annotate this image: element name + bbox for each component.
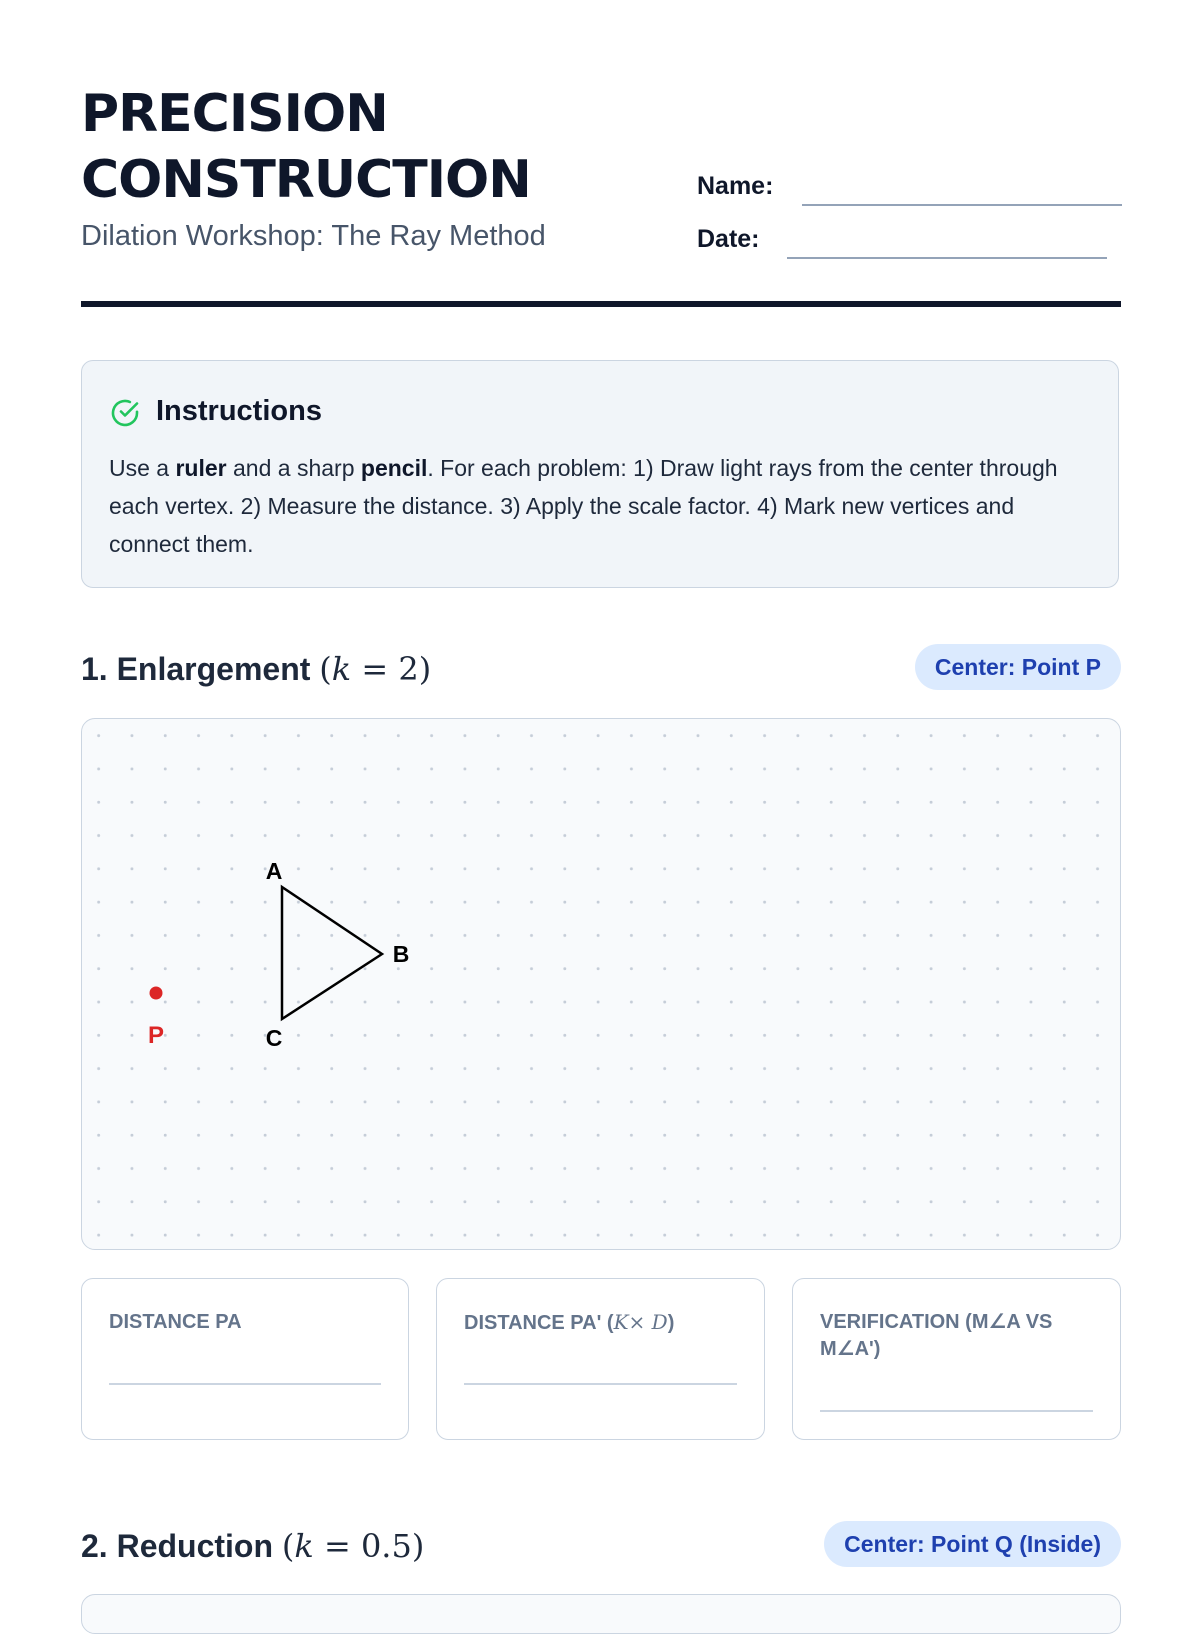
instructions-ruler: ruler	[175, 455, 227, 481]
triangle-diagram	[82, 719, 1121, 1250]
page-title-line-1: PRECISION	[81, 84, 388, 144]
instructions-title: Instructions	[156, 395, 322, 427]
card-label-distance-pa: DISTANCE PA	[109, 1311, 242, 1333]
label-c: C	[265, 1025, 283, 1051]
instructions-box	[81, 360, 1119, 588]
card-distance-pa-prime	[436, 1278, 765, 1440]
problem-2-title: 2. Reduction (k = 0.5)	[81, 1527, 425, 1565]
label-p: P	[147, 1022, 165, 1049]
distance-pa-prime-answer-line[interactable]	[464, 1383, 737, 1385]
dot-grid-workspace-2[interactable]	[81, 1594, 1121, 1634]
date-label: Date:	[697, 225, 760, 253]
verification-answer-line[interactable]	[820, 1410, 1093, 1412]
page-title-line-2: CONSTRUCTION	[81, 150, 531, 210]
instructions-text: Use a ruler and a sharp pencil. For each problem: 1) Draw light rays from the center through each vertex. 2) Measure the distance. 3) Apply the scale factor. 4) Mark new vertices and connect them.	[109, 455, 1058, 557]
label-a: A	[265, 858, 283, 884]
page-subtitle: Dilation Workshop: The Ray Method	[81, 220, 546, 252]
problem-1-title: 1. Enlargement (k = 2)	[81, 650, 432, 688]
name-label: Name:	[697, 172, 774, 200]
header-divider	[81, 301, 1121, 307]
center-point-p[interactable]	[150, 987, 163, 1000]
instructions-pencil: pencil	[360, 455, 428, 481]
center-badge-problem-1: Center: Point P	[915, 644, 1121, 690]
triangle-abc	[282, 887, 382, 1019]
card-distance-pa	[81, 1278, 409, 1440]
date-field[interactable]	[787, 257, 1107, 259]
label-b: B	[392, 941, 410, 967]
name-field[interactable]	[802, 204, 1122, 206]
center-badge-problem-2: Center: Point Q (Inside)	[824, 1521, 1121, 1567]
dot-grid-workspace-1[interactable]	[81, 718, 1121, 1250]
card-label-distance-pa-prime: DISTANCE PA' (K× D)	[464, 1310, 675, 1334]
card-label-verification: VERIFICATION (M∠A VS M∠A')	[820, 1311, 1053, 1360]
check-circle-icon	[109, 397, 141, 429]
distance-pa-answer-line[interactable]	[109, 1383, 381, 1385]
card-verification	[792, 1278, 1121, 1440]
